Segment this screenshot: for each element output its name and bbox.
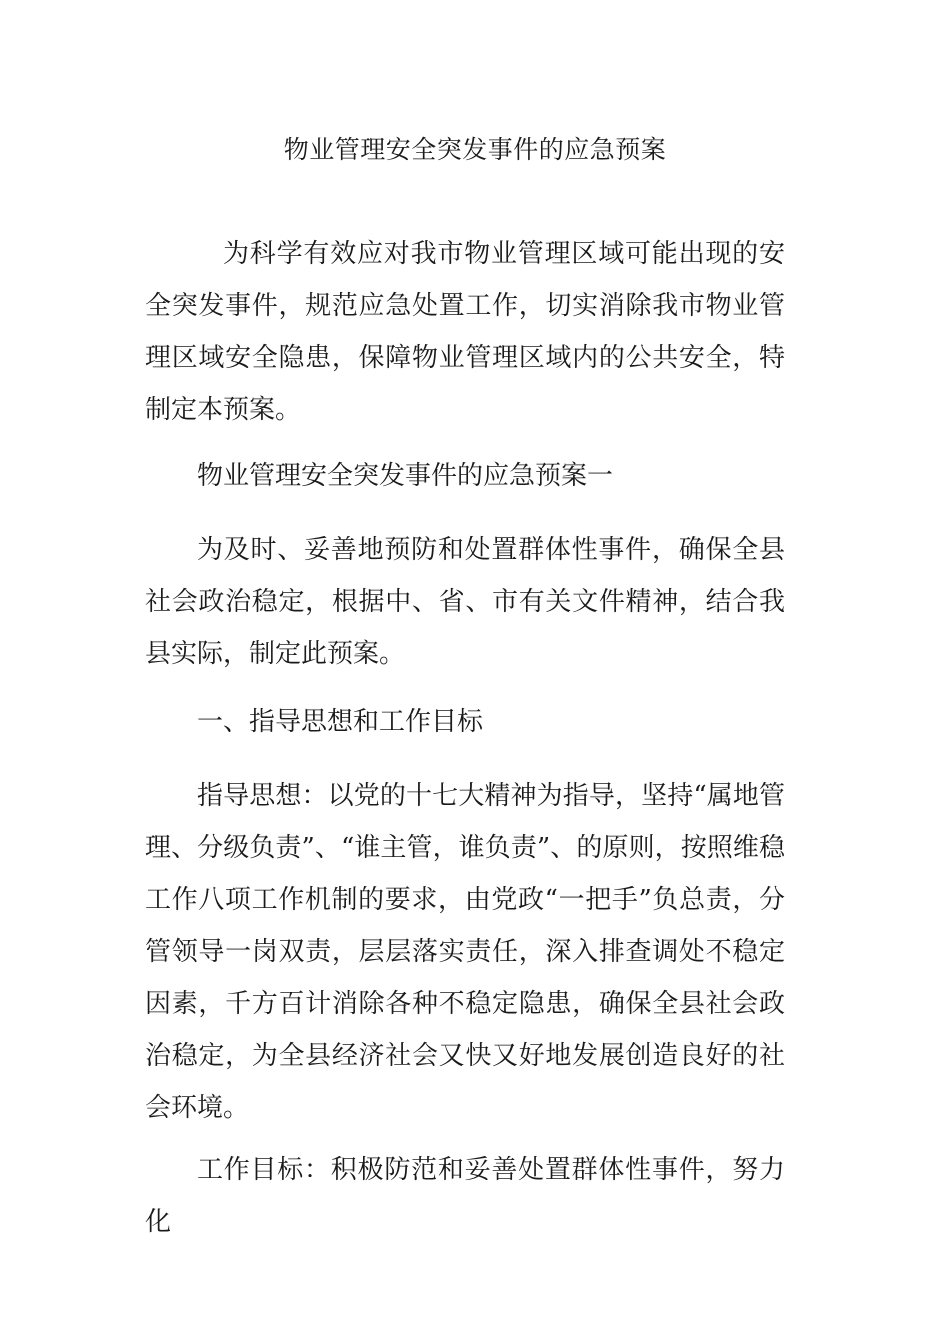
paragraph-work-goal: 工作目标：积极防范和妥善处置群体性事件，努力化	[145, 1155, 785, 1237]
section-heading-plan-one: 物业管理安全突发事件的应急预案一	[197, 461, 614, 491]
paragraph-purpose: 为及时、妥善地预防和处置群体性事件，确保全县社会政治稳定，根据中、省、市有关文件精神，结合我县实际，制定此预案。	[145, 535, 785, 669]
document-title: 物业管理安全突发事件的应急预案	[283, 135, 667, 164]
paragraph-intro: 为科学有效应对我市物业管理区域可能出现的安全突发事件，规范应急处置工作，切实消除我市物业管理区域安全隐患，保障物业管理区域内的公共安全，特制定本预案。	[145, 239, 785, 425]
paragraph-guiding-thought: 指导思想：以党的十七大精神为指导，坚持“属地管理、分级负责”、“谁主管，谁负责”、的原则，按照维稳工作八项工作机制的要求，由党政“一把手”负总责，分管领导一岗双责，层层落实责任，深入排查调处不稳定因素，千方百计消除各种不稳定隐患，确保全县社会政治稳定，为全县经济社会又快又好地发展创造良好的社会环境。	[145, 781, 785, 1123]
section-heading-guiding: 一、指导思想和工作目标	[197, 707, 484, 737]
